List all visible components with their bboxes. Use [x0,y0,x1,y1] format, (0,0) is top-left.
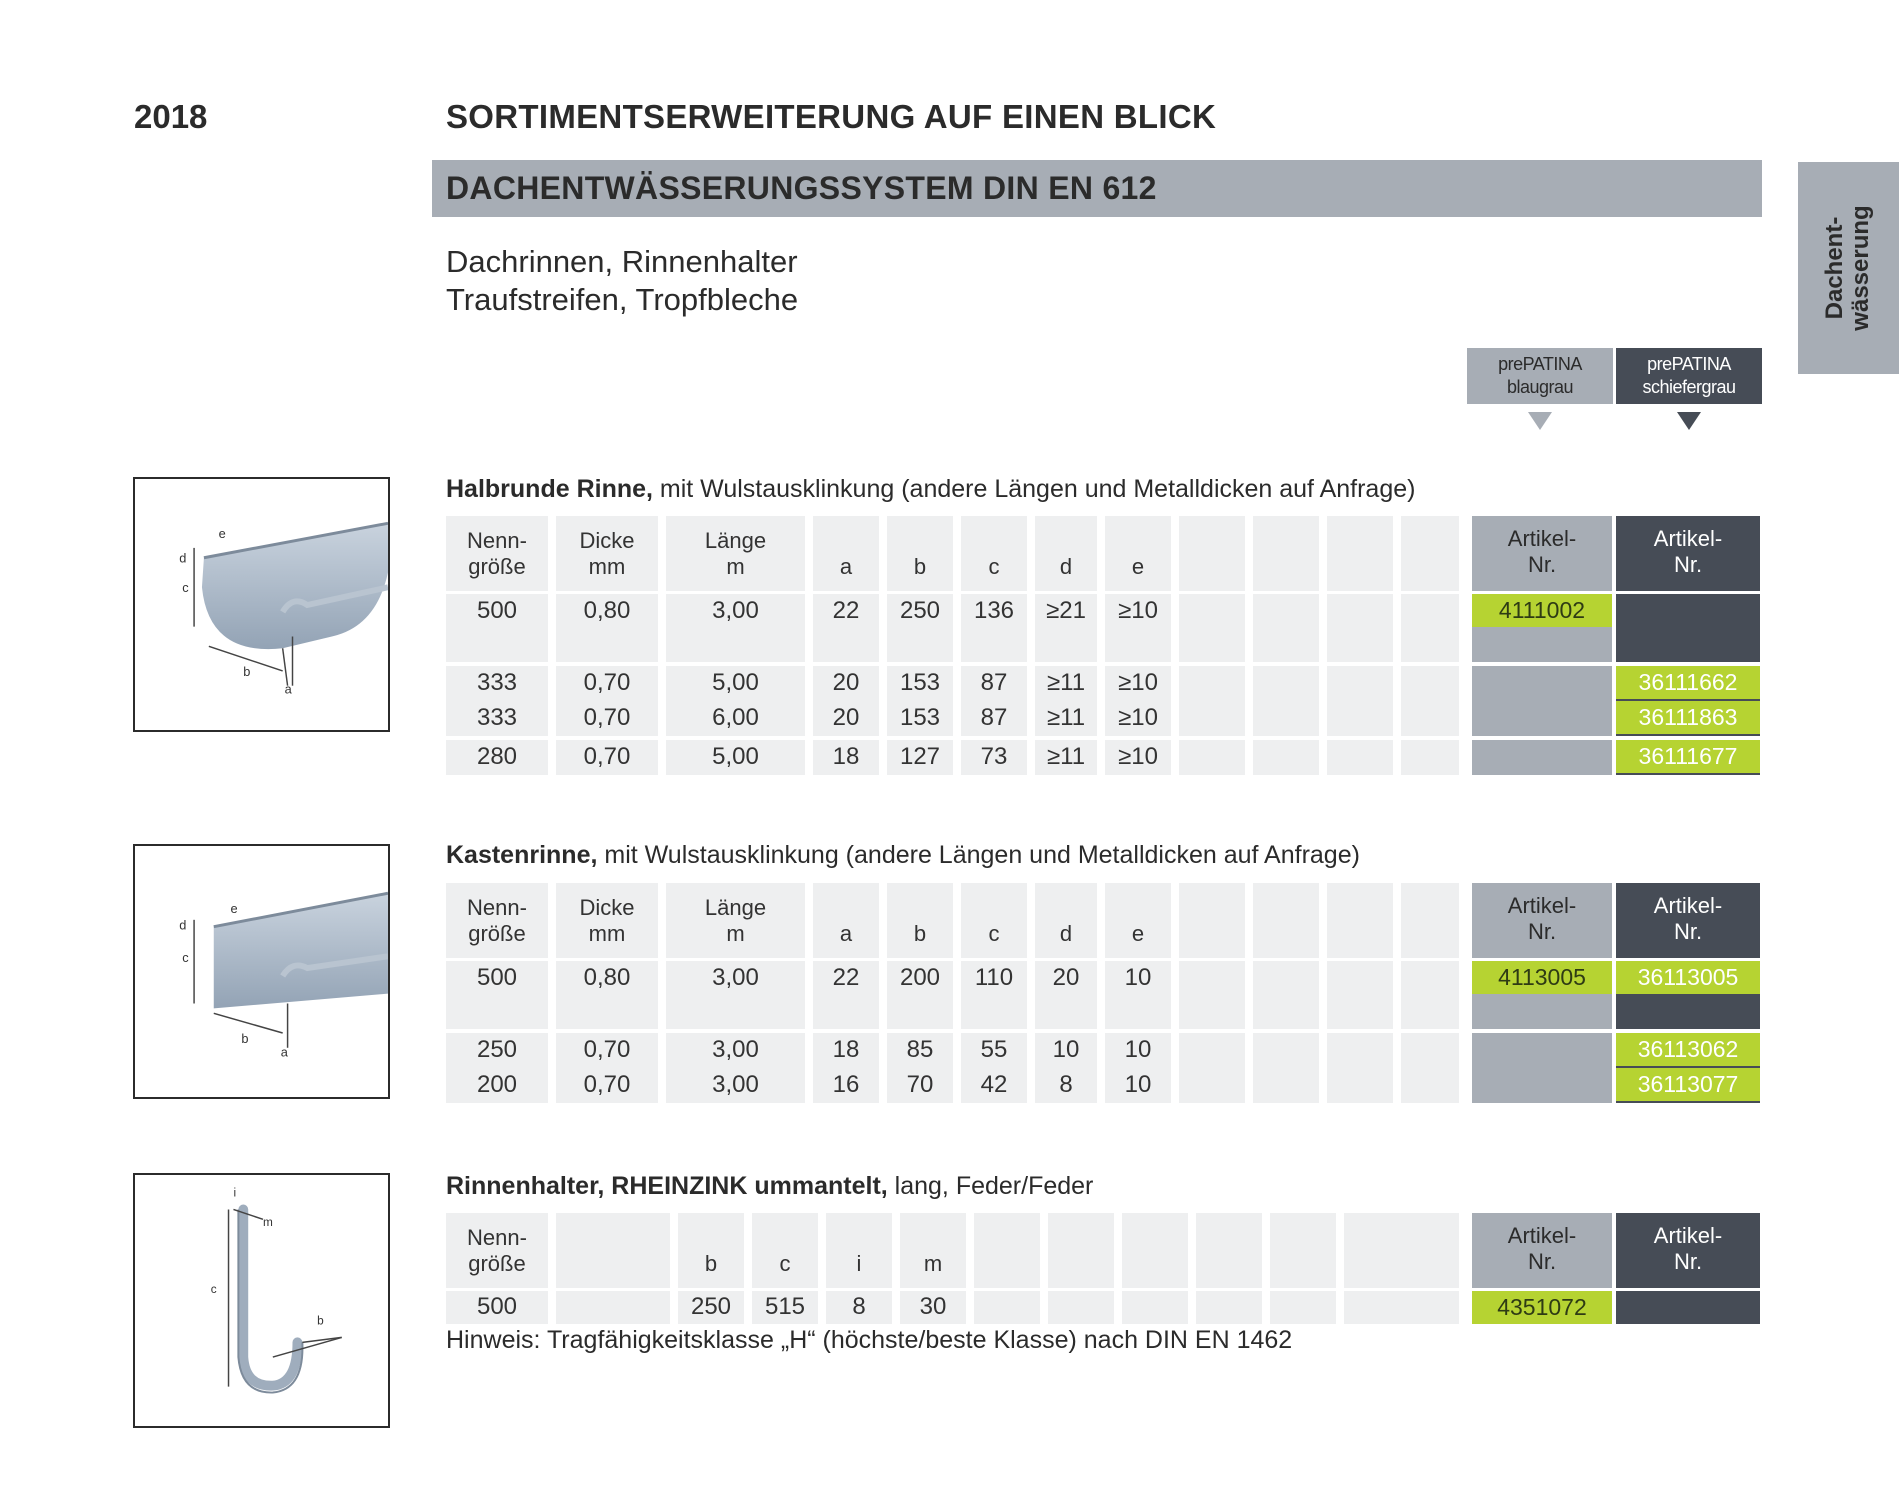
table-body-cell [1253,1033,1319,1103]
table-row-value: 110 [974,964,1014,991]
dim-e-label: e [218,526,226,542]
table-header-cell [1122,1213,1188,1288]
table-header-cell [1105,883,1171,958]
artikel-nr-schiefergrau: 36113077 [1616,1068,1760,1101]
table-body-cell [1179,740,1245,775]
table-row-value: 0,80 [583,597,631,624]
table-row-value: 20 [1052,964,1080,991]
dim-b-label: b [241,1030,249,1046]
finish-schiefergrau-label [1616,348,1762,404]
artikel-nr-header-schiefergrau [1616,516,1760,591]
table-row-value: ≥10 [1118,704,1158,731]
table-header-cell [1270,1213,1336,1288]
column-header: m [923,1251,943,1276]
table-body-cell [1179,1033,1245,1103]
column-header-line-2: mm [588,921,626,946]
artikel-header-line-1: Artikel- [1507,893,1577,918]
column-header: b [704,1251,718,1276]
finish-1-line-2: blaugrau [1506,377,1574,397]
artikel-nr-header-text [1472,1223,1612,1275]
table-row-value: 3,00 [712,597,759,624]
artikel-nr-header-text [1616,526,1760,578]
table-row-value: 136 [973,597,1015,624]
table-header-cell [813,516,879,591]
box-gutter-drawing [135,846,388,1097]
column-header-line-2: m [726,921,745,946]
artikel-header-line-1: Artikel- [1653,1223,1723,1248]
section-2-title [446,841,1360,870]
artikel-header-line-2: Nr. [1527,552,1557,577]
table-header-cell [1179,883,1245,958]
table-row-value: 250 [690,1293,732,1320]
dim-a-label: a [280,1044,288,1060]
artikel-header-line-2: Nr. [1673,552,1703,577]
table-row-value: 515 [764,1293,806,1320]
table-row-value: 22 [832,964,860,991]
side-tab-line-2: wässerung [1847,205,1874,331]
table-header-cell [900,1213,966,1288]
table-header-cell [826,1213,892,1288]
table-header-cell [1401,516,1459,591]
section-2-title-bold: Kastenrinne, [446,841,598,869]
table-row-value: 3,00 [712,1036,759,1063]
table-body-cell [1196,1291,1262,1324]
table-header-cell [446,883,548,958]
table-body-cell [556,1291,670,1324]
artikel-nr-schiefergrau: 36111677 [1616,740,1760,773]
table-row-value: 10 [1052,1036,1080,1063]
table-body-cell [1048,1291,1114,1324]
artikel-nr-header-text [1472,526,1612,578]
table-row-value: ≥10 [1118,743,1158,770]
column-header-line-1: Nenn- [467,895,527,920]
column-header-line-2: größe [468,1251,526,1276]
table-body-cell [1179,961,1245,1029]
table-row-value: 73 [980,743,1008,770]
section-1-title-rest: mit Wulstausklinkung (andere Längen und Metalldicken auf Anfrage) [652,475,1416,503]
table-body-cell [1344,1291,1459,1324]
table-row-value: 87 [980,704,1008,731]
dim-i-label: i [233,1185,237,1200]
table-body-cell [1327,666,1393,736]
table-body-cell [1401,961,1459,1029]
column-header: a [839,554,853,579]
table-row-value: 153 [899,669,941,696]
dim-m-label: m [262,1215,273,1230]
side-tab-label [1822,205,1874,330]
table-row-value: 20 [832,669,860,696]
table-row-value: ≥10 [1118,597,1158,624]
table-body-cell [1253,594,1319,662]
table-row-value: 500 [476,964,518,991]
gutter-hanger-drawing [135,1175,388,1426]
column-header: d [1059,921,1073,946]
table-row-value: 8 [852,1293,866,1320]
table-row-value: 500 [476,597,518,624]
table-header-cell [752,1213,818,1288]
table-row-value: 16 [832,1071,860,1098]
artikel-nr-header-text [1472,893,1612,945]
gutter-hanger-image [133,1173,390,1428]
artikel-nr-schiefergrau: 36113062 [1616,1033,1760,1066]
table-row-value: 127 [899,743,941,770]
table-header-cell [666,516,805,591]
column-header-line-1: Nenn- [467,528,527,553]
table-row-value: 153 [899,704,941,731]
table-header-cell [1179,516,1245,591]
section-banner [432,160,1762,217]
table-row-value: 87 [980,669,1008,696]
dim-b-label: b [317,1313,324,1328]
table-header-cell [1344,1213,1459,1288]
table-header-cell [446,1213,548,1288]
artikel-nr-header-text [1616,893,1760,945]
artikel-header-line-2: Nr. [1673,919,1703,944]
column-header-line-1: Dicke [579,528,635,553]
table-row-value: 500 [476,1293,518,1320]
table-row-value: 18 [832,1036,860,1063]
artikel-header-line-1: Artikel- [1507,526,1577,551]
artikel-nr-schiefergrau: 36113005 [1616,961,1760,994]
column-header: c [779,1251,791,1276]
artikel-header-line-1: Artikel- [1653,893,1723,918]
table-body-cell [1122,1291,1188,1324]
table-row-value: 280 [476,743,518,770]
artikel-header-line-1: Artikel- [1653,526,1723,551]
table-row-value: 0,70 [583,704,631,731]
page-heading: SORTIMENTSERWEITERUNG AUF EINEN BLICK [446,98,1217,135]
table-row-value: ≥11 [1046,704,1086,731]
table-row-value: 250 [899,597,941,624]
section-3-title [446,1172,1093,1201]
table-header-cell [1048,1213,1114,1288]
column-header: b [913,921,927,946]
column-header-line-2: größe [468,921,526,946]
subtitle-line-2: Traufstreifen, Tropfbleche [446,282,799,317]
column-header-line-1: Länge [704,528,767,553]
table-row-value: 70 [906,1071,934,1098]
table-header-cell [446,516,548,591]
artikel-nr-header-blaugrau [1472,1213,1612,1288]
table-row-value: 5,00 [712,669,759,696]
side-tab[interactable] [1798,162,1899,374]
table-header-cell [1253,516,1319,591]
table-body-cell [1327,594,1393,662]
table-row-value: 22 [832,597,860,624]
table-row-value: 5,00 [712,743,759,770]
table-header-cell [556,1213,670,1288]
table-header-cell [974,1213,1040,1288]
artikel-nr-schiefergrau: 36111863 [1616,701,1760,734]
table-header-cell [1253,883,1319,958]
table-header-cell [961,883,1027,958]
table-header-cell [1327,883,1393,958]
table-row-value: ≥11 [1046,743,1086,770]
table-body-cell [974,1291,1040,1324]
table-header-cell [556,516,658,591]
column-header-line-1: Dicke [579,895,635,920]
table-row-value: 0,70 [583,743,631,770]
table-body-cell [1401,740,1459,775]
dim-e-label: e [230,900,238,916]
artikel-header-line-1: Artikel- [1507,1223,1577,1248]
table-header-cell [961,516,1027,591]
table-row-value: 18 [832,743,860,770]
column-header: d [1059,554,1073,579]
table-row-value: 55 [980,1036,1008,1063]
table-body-cell [1253,961,1319,1029]
dim-d-label: d [179,917,187,933]
finish-1-line-1: prePATINA [1498,354,1582,374]
table-body-cell [1401,1033,1459,1103]
section-1-title [446,475,1415,504]
artikel-header-line-2: Nr. [1673,1249,1703,1274]
table-row-value: 42 [980,1071,1008,1098]
column-header-line-2: m [726,554,745,579]
subtitle-line-1: Dachrinnen, Rinnenhalter [446,244,798,279]
table-header-cell [887,883,953,958]
table-row-value: 250 [476,1036,518,1063]
table-header-cell [887,516,953,591]
table-header-cell [1196,1213,1262,1288]
table-row-value: 3,00 [712,964,759,991]
table-body-cell [1401,594,1459,662]
table-row-value: 0,70 [583,669,631,696]
table-body-cell [1327,1033,1393,1103]
artikel-nr-blaugrau: 4111002 [1472,594,1612,627]
artikel-nr-header-schiefergrau [1616,1213,1760,1288]
table-row-value: 10 [1124,964,1152,991]
column-header: a [839,921,853,946]
table-row-value: 200 [899,964,941,991]
artikel-nr-blaugrau: 4351072 [1472,1291,1612,1324]
artikel-nr-schiefergrau: 36111662 [1616,666,1760,699]
table-body-cell [1179,666,1245,736]
table-row-value: 200 [476,1071,518,1098]
dim-a-label: a [284,681,292,697]
hint-note: Hinweis: Tragfähigkeitsklasse „H“ (höchste/beste Klasse) nach DIN EN 1462 [446,1326,1293,1354]
table-body-cell [1253,740,1319,775]
table-header-cell [1401,883,1459,958]
finish-blaugrau-label [1467,348,1613,404]
table-header-cell [1105,516,1171,591]
artikel-nr-header-blaugrau [1472,883,1612,958]
column-header-line-2: mm [588,554,626,579]
year-label: 2018 [134,98,208,135]
table-row-value: 0,70 [583,1071,631,1098]
artikel-nr-blaugrau: 4113005 [1472,961,1612,994]
table-row-value: 30 [919,1293,947,1320]
table-row-value: 20 [832,704,860,731]
table-header-cell [556,883,658,958]
artikel-nr-header-blaugrau [1472,516,1612,591]
table-row-value: ≥10 [1118,669,1158,696]
artikel-nr-header-text [1616,1223,1760,1275]
finish-2-line-2: schiefergrau [1642,377,1736,397]
half-round-gutter-drawing [135,479,388,730]
table-row-value: ≥21 [1046,597,1086,624]
table-header-cell [666,883,805,958]
artikel-header-line-2: Nr. [1527,919,1557,944]
artikel-cell-blaugrau [1472,666,1612,736]
column-header: c [988,554,1000,579]
column-header: e [1131,921,1145,946]
column-header: b [913,554,927,579]
artikel-cell-blaugrau [1472,1033,1612,1103]
side-tab-line-1: Dachent- [1821,216,1848,320]
section-3-title-bold: Rinnenhalter, RHEINZINK ummantelt, [446,1172,888,1200]
table-body-cell [1179,594,1245,662]
table-body-cell [1270,1291,1336,1324]
table-row-value: ≥11 [1046,669,1086,696]
column-header: c [988,921,1000,946]
artikel-cell-schiefergrau [1616,1291,1760,1324]
artikel-cell-schiefergrau [1616,594,1760,662]
section-1-title-bold: Halbrunde Rinne, [446,475,653,503]
section-2-title-rest: mit Wulstausklinkung (andere Längen und Metalldicken auf Anfrage) [597,841,1360,869]
section-3-title-rest: lang, Feder/Feder [887,1172,1094,1200]
table-header-cell [1327,516,1393,591]
table-header-cell [1035,516,1097,591]
table-body-cell [1327,961,1393,1029]
table-row-value: 0,70 [583,1036,631,1063]
column-header: e [1131,554,1145,579]
finish-2-line-1: prePATINA [1647,354,1731,374]
table-row-value: 8 [1059,1071,1073,1098]
table-row-value: 3,00 [712,1071,759,1098]
table-row-value: 10 [1124,1071,1152,1098]
table-row-value: 85 [906,1036,934,1063]
dim-d-label: d [179,550,187,566]
table-body-cell [1401,666,1459,736]
box-gutter-image [133,844,390,1099]
artikel-cell-blaugrau [1472,740,1612,775]
column-header-line-2: größe [468,554,526,579]
column-header-line-1: Nenn- [467,1225,527,1250]
table-row-value: 333 [476,669,518,696]
table-header-cell [813,883,879,958]
table-row-value: 6,00 [712,704,759,731]
dim-c-label: c [182,580,189,596]
column-header-line-1: Länge [704,895,767,920]
table-header-cell [678,1213,744,1288]
table-body-cell [1327,740,1393,775]
artikel-header-line-2: Nr. [1527,1249,1557,1274]
down-triangle-icon [1677,412,1701,430]
half-round-gutter-image [133,477,390,732]
table-row-value: 10 [1124,1036,1152,1063]
artikel-nr-header-schiefergrau [1616,883,1760,958]
column-header: i [856,1251,862,1276]
table-body-cell [1253,666,1319,736]
banner-title: DACHENTWÄSSERUNGSSYSTEM DIN EN 612 [446,170,1157,206]
dim-c-label: c [210,1282,217,1297]
table-row-value: 333 [476,704,518,731]
table-header-cell [1035,883,1097,958]
down-triangle-icon [1528,412,1552,430]
dim-c-label: c [182,950,189,966]
dim-b-label: b [243,663,251,679]
table-row-value: 0,80 [583,964,631,991]
